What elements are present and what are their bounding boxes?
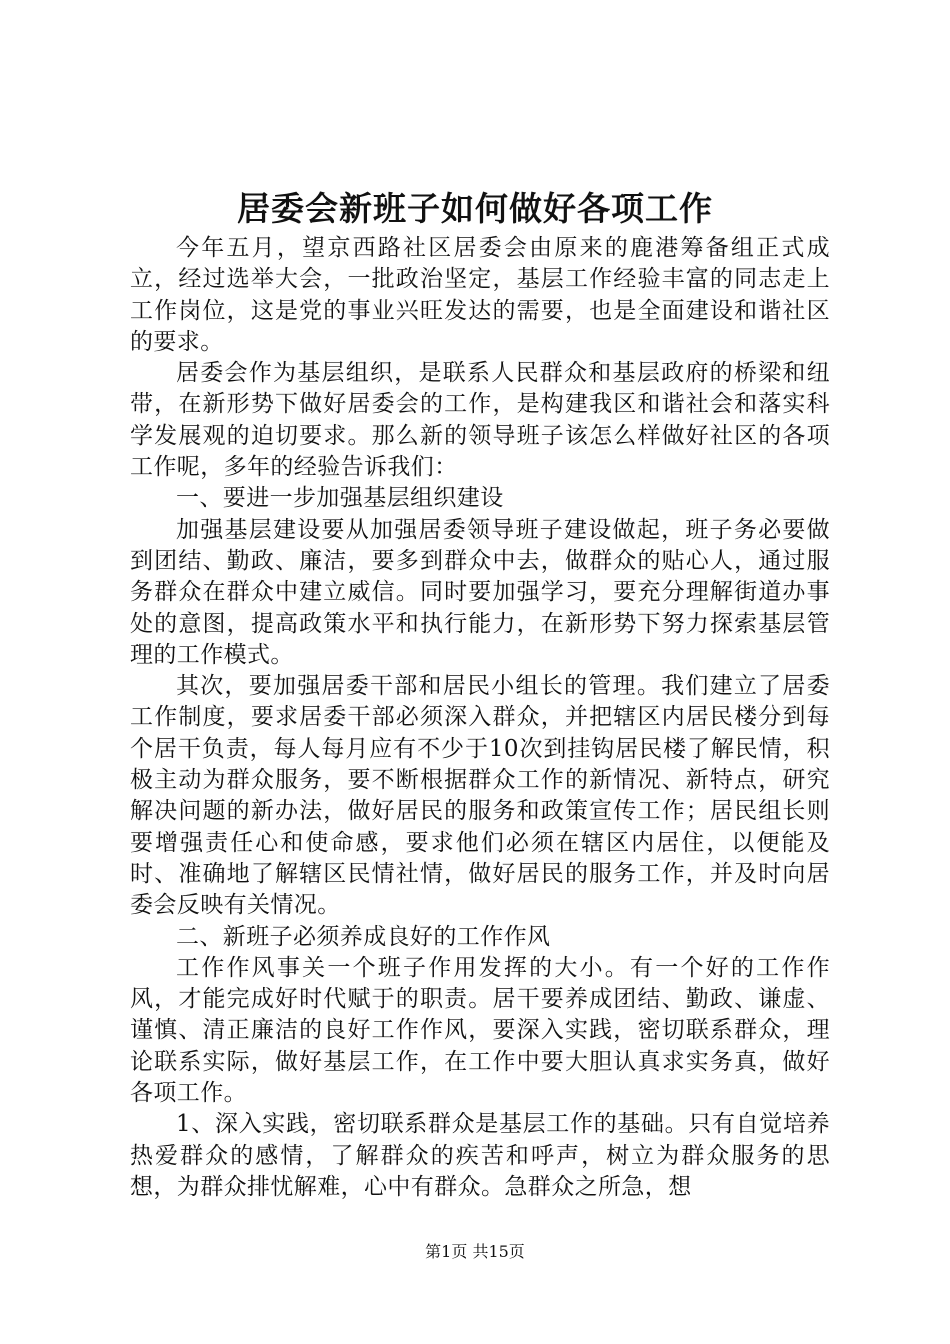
paragraph-practice: 1、深入实践，密切联系群众是基层工作的基础。只有自觉培养热爱群众的感情，了解群众的疾苦和呼声，树立为群众服务的思想，为群众排忧解难，心中有群众。急群众之所急，想 [130,1111,830,1200]
section-heading-2: 二、新班子必须养成良好的工作作风 [176,923,551,950]
page-number-footer: 第1页 共15页 [425,1242,525,1261]
paragraph-role: 居委会作为基层组织，是联系人民群众和基层政府的桥梁和纽带，在新形势下做好居委会的工作，是构建我区和谐社会和落实科学发展观的迫切要求。那么新的领导班子该怎么样做好社区的各项工作呢，多年的经验告诉我们： [130,360,830,481]
document-body [130,233,830,1203]
section-heading-1: 一、要进一步加强基层组织建设 [176,485,504,512]
paragraph-intro: 今年五月，望京西路社区居委会由原来的鹿港筹备组正式成立，经过选举大会，一批政治坚定，基层工作经验丰富的同志走上工作岗位，这是党的事业兴旺发达的需要，也是全面建设和谐社区的要求。 [130,235,830,355]
paragraph-work-style: 工作作风事关一个班子作用发挥的大小。有一个好的工作作风，才能完成好时代赋于的职责。居干要养成团结、勤政、谦虚、谨慎、清正廉洁的良好工作作风，要深入实践，密切联系群众，理论联系实际，做好基层工作，在工作中要大胆认真求实务真，做好各项工作。 [130,954,830,1107]
document-title: 居委会新班子如何做好各项工作 [237,189,713,228]
paragraph-management: 其次，要加强居委干部和居民小组长的管理。我们建立了居委工作制度，要求居委干部必须深入群众，并把辖区内居民楼分到每个居干负责，每人每月应有不少于10次到挂钩居民楼了解民情，积极主动为群众服务，要不断根据群众工作的新情况、新特点，研究解决问题的新办法，做好居民的服务和政策宣传工作；居民组长则要增强责任心和使命感，要求他们必须在辖区内居住，以便能及时、准确地了解辖区民情社情，做好居民的服务工作，并及时向居委会反映有关情况。 [130,673,830,919]
paragraph-organization: 加强基层建设要从加强居委领导班子建设做起，班子务必要做到团结、勤政、廉洁，要多到群众中去，做群众的贴心人，通过服务群众在群众中建立威信。同时要加强学习，要充分理解街道办事处的意图，提高政策水平和执行能力，在新形势下努力探索基层管理的工作模式。 [130,516,830,668]
